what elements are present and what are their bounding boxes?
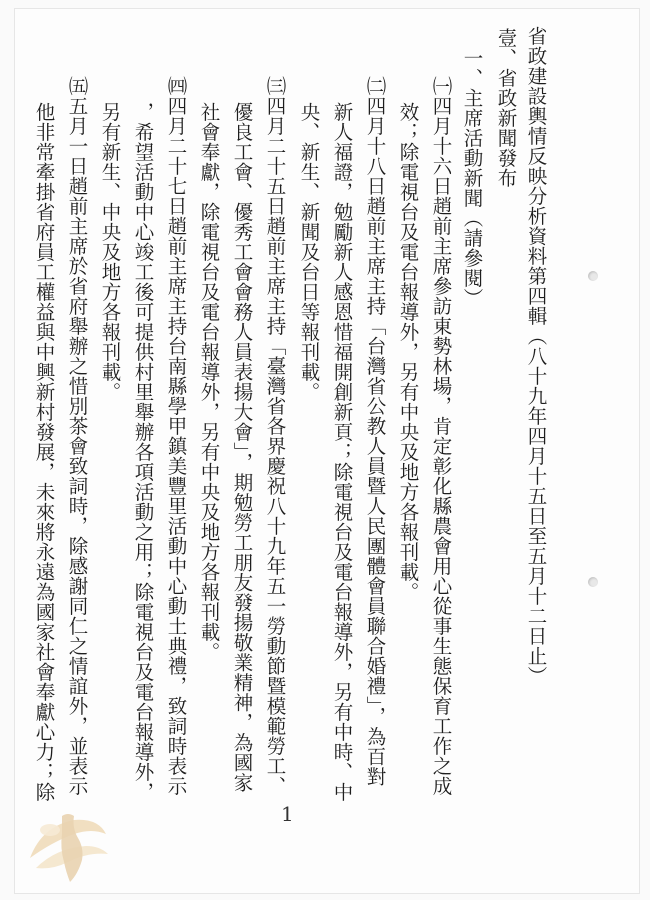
subsection-heading: 一、主席活動新聞（請參閱） xyxy=(460,48,484,308)
document-title: 省政建設輿情反映分析資料第四輯（八十九年四月十五日至五月十二日止） xyxy=(524,26,548,686)
item-2-line-2: 新人福證，勉勵新人感恩惜福開創新頁；除電視台及電台報導外，另有中時、中 xyxy=(330,102,354,802)
section-heading: 壹、省政新聞發布 xyxy=(494,28,518,188)
item-2-line-3: 央、新生、新聞及台日等報刊載。 xyxy=(297,102,321,402)
archive-logo-icon xyxy=(22,808,114,886)
item-4-line-2: ，希望活動中心竣工後可提供村里舉辦各項活動之用；除電視台及電台報導外， xyxy=(131,102,155,802)
item-1-line-2: 效；除電視台及電台報導外，另有中央及地方各報刊載。 xyxy=(396,102,420,602)
item-4-line-3: 另有新生、中央及地方各報刊載。 xyxy=(98,102,122,402)
item-5-line-2: 他非常牽掛省府員工權益與中興新村發展，未來將永遠為國家社會奉獻心力；除 xyxy=(32,102,56,802)
item-3-line-1: ㈢四月二十五日趙前主席主持「臺灣省各界慶祝八十九年五一勞動節暨模範勞工、 xyxy=(263,76,287,796)
item-1-line-1: ㈠四月十六日趙前主席參訪東勢林場，肯定彰化縣農會用心從事生態保育工作之成 xyxy=(429,76,453,796)
item-4-line-1: ㈣四月二十七日趙前主席主持台南縣學甲鎮美豐里活動中心動土典禮，致詞時表示 xyxy=(164,76,188,796)
item-2-line-1: ㈡四月十八日趙前主席主持「台灣省公教人員暨人民團體會員聯合婚禮」，為百對 xyxy=(363,76,387,787)
item-3-line-2: 優良工會、優秀工會會務人員表揚大會」，期勉勞工朋友發揚敬業精神，為國家 xyxy=(230,102,254,793)
punch-hole xyxy=(588,577,598,587)
item-5-line-1: ㈤五月一日趙前主席於省府舉辦之惜別茶會致詞時，除感謝同仁之情誼外，並表示 xyxy=(65,76,89,796)
page-number: 1 xyxy=(281,802,294,826)
punch-hole xyxy=(588,271,598,281)
item-3-line-3: 社會奉獻，除電視台及電台報導外，另有中央及地方各報刊載。 xyxy=(197,102,221,662)
